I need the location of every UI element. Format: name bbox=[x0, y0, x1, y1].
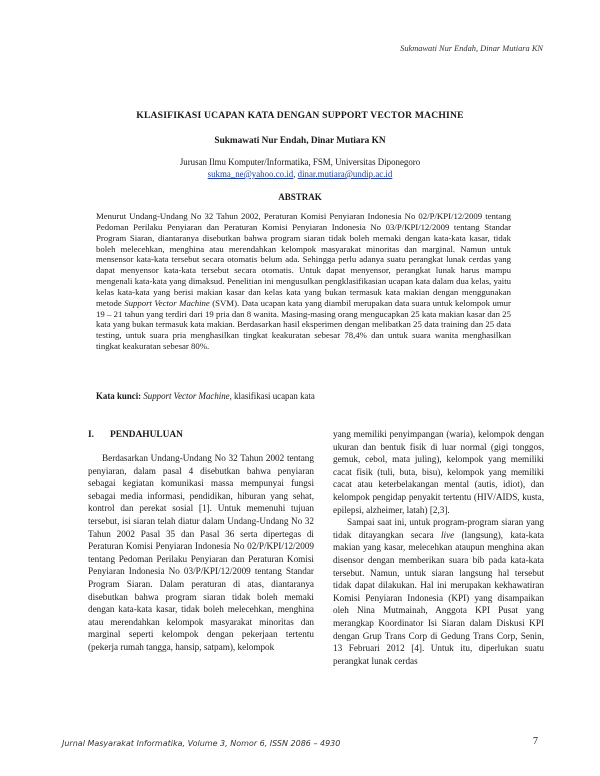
page-number: 7 bbox=[533, 736, 538, 747]
paragraph-intro-2 bbox=[333, 516, 544, 667]
abstract-body bbox=[96, 211, 511, 352]
paragraph-intro-2-a: Sampai saat ini, untuk program-program siaran yang tidak ditayangkan secara bbox=[333, 517, 544, 540]
abstract-text-1: Menurut Undang-Undang No 32 Tahun 2002, Peraturan Komisi Penyiaran Indonesia No 02/P/KPI/12/2009 tentang Pedoman Perilaku Penyiaran dan Peraturan Komisi Penyiaran Indonesia No 03/P/KPI/12/2009 tentang Standar Program Siaran, diantaranya disebutkan bahwa program siaran tidak boleh memaki dengan kata-kata kasar, tidak boleh melecehkan, menghina atau merendahkan kelompok masyarakat minoritas dan marginal. Namun untuk mensensor kata-kata tersebut secara otomatis belum ada. Sehingga perlu adanya suatu perangkat lunak cerdas yang dapat menyensor kata-kata tersebut secara otomatis. Untuk dapat menyensor, perangkat lunak harus mampu mengenali kata-kata yang dimaksud. Penelitian ini mengusulkan pengklasifikasian ucapan kata dalam dua kelas, yaitu kelas kata-kata yang berisi makian kasar dan kelas kata yang bukan termasuk kata makian dengan menggunakan metode bbox=[96, 211, 511, 308]
section-number: I. bbox=[88, 430, 94, 440]
section-heading bbox=[88, 430, 183, 440]
paragraph-intro-1: Berdasarkan Undang-Undang No 32 Tahun 2002 tentang penyiaran, dalam pasal 4 disebutkan bahwa penyiaran sebagai kegiatan komunikasi massa mempunyai fungsi sebagai media informasi, pendidikan, hiburan yang sehat, kontrol dan perekat sosial [1]. Untuk memenuhi tujuan tersebut, isi siaran telah diatur dalam Undang-Undang No 32 Tahun 2002 Pasal 35 dan Pasal 36 serta dipertegas di Peraturan Komisi Penyiaran Indonesia No 02/P/KPI/12/2009 tentang Pedoman Perilaku Penyiaran dan Peraturan Komisi Penyiaran Indonesia No 03/P/KPI/12/2009 tentang Standar Program Siaran. Dalam peraturan di atas, diantaranya disebutkan bahwa program siaran tidak boleh memaki dengan kata-kata kasar, tidak boleh melecehkan, menghina atau merendahkan kelompok masyarakat minoritas dan marginal seperti kelompok dengan pekerjaan tertentu (pekerja rumah tangga, hansip, satpam), kelompok bbox=[88, 453, 314, 652]
running-head: Sukmawati Nur Endah, Dinar Mutiara KN bbox=[400, 44, 543, 53]
email-link-2[interactable]: dinar.mutiara@undip.ac.id bbox=[297, 169, 393, 179]
paragraph-intro-1-cont: yang memiliki penyimpangan (waria), kelompok dengan ukuran dan bentuk fisik di luar normal (gigi tonggos, gemuk, cebol, mata juling), kelompok yang memiliki cacat fisik (tuli, buta, bisu), kelompok yang memiliki cacat atau keterbelakangan mental (autis, idiot), dan kelompok pengidap penyakit tertentu (HIV/AIDS, kusta, epilepsi, alzheimer, latah) [2,3]. bbox=[333, 429, 544, 515]
author-emails bbox=[0, 168, 600, 180]
paragraph-intro-2-b: (langsung), kata-kata makian yang kasar, melecehkan ataupun menghina akan disensor dengan memberikan suara bib pada kata-kata tersebut. Namun, untuk siaran langsung hal tersebut tidak dapat dilakukan. Hal ini merupakan kekhawatiran Komisi Penyiaran Indonesia (KPI) yang disampaikan oleh Nina Mutmainah, Anggota KPI Pusat yang merangkap Koordinator Isi Siaran dalam Diskusi KPI dengan Grup Trans Corp di Gedung Trans Corp, Senin, 13 Februari 2012 [4]. Untuk itu, diperlukan suatu perangkat lunak cerdas bbox=[333, 529, 544, 666]
paper-authors: Sukmawati Nur Endah, Dinar Mutiara KN bbox=[214, 136, 386, 146]
keywords-label: Kata kunci: bbox=[96, 391, 144, 401]
abstract-svm-term: Support Vector Machine bbox=[124, 297, 210, 308]
keywords bbox=[96, 391, 511, 401]
journal-footer: Jurnal Masyarakat Informatika, Volume 3, Nomor 6, ISSN 2086 – 4930 bbox=[62, 739, 341, 748]
keywords-svm: Support Vector Machine bbox=[143, 391, 230, 401]
email-separator: , bbox=[293, 169, 298, 179]
affiliation: Jurusan Ilmu Komputer/Informatika, FSM, Universitas Diponegoro bbox=[179, 157, 421, 167]
live-term: live bbox=[440, 529, 455, 540]
abstract-heading: ABSTRAK bbox=[278, 192, 322, 202]
affiliation-block bbox=[0, 156, 600, 180]
section-title: PENDAHULUAN bbox=[110, 430, 183, 440]
email-link-1[interactable]: sukma_ne@yahoo.co.id bbox=[207, 169, 294, 179]
body-column-left bbox=[88, 452, 314, 654]
body-column-right bbox=[333, 428, 544, 667]
abstract-text-2: (SVM). Data ucapan kata yang diambil merupakan data suara untuk kelompok umur 19 – 21 tahun yang terdiri dari 19 pria dan 8 wanita. Masing-masing orang mengucapkan 25 kata makian kasar dan 25 kata yang bukan termasuk kata makian. Berdasarkan hasil eksperimen dengan melibatkan 25 data training dan 25 data testing, untuk suara pria menghasilkan tingkat keakuratan sebesar 78,4% dan untuk suara wanita menghasilkan tingkat keakuratan sebesar 80%. bbox=[96, 297, 511, 352]
paper-title: KLASIFIKASI UCAPAN KATA DENGAN SUPPORT VECTOR MACHINE bbox=[136, 110, 464, 121]
keywords-rest: , klasifikasi ucapan kata bbox=[229, 391, 315, 401]
